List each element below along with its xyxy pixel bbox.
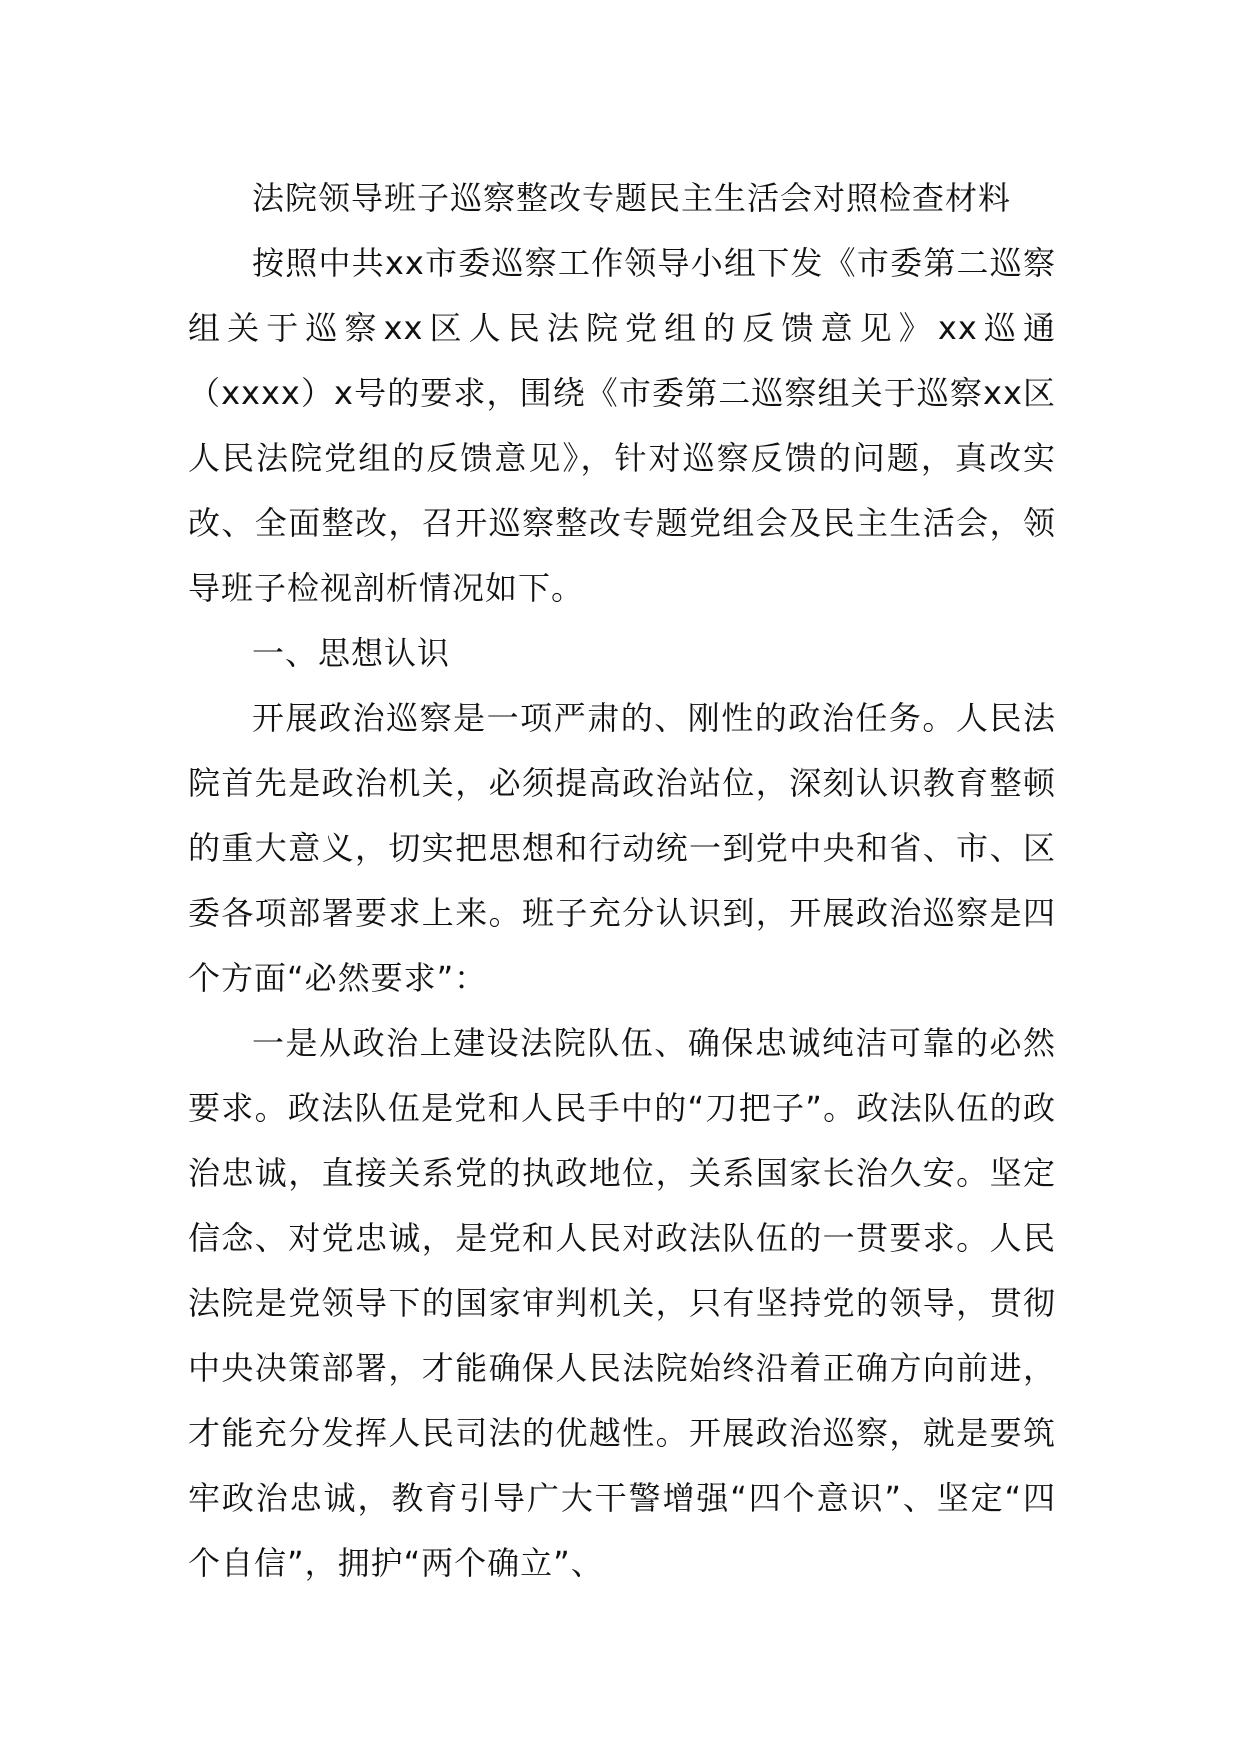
document-page xyxy=(188,166,1056,1596)
section-heading-ideological-understanding: 一、思想认识 xyxy=(252,634,451,672)
section1-paragraph-2: 一是从政治上建设法院队伍、确保忠诚纯洁可靠的必然要求。政法队伍是党和人民手中的“刀把子”。政法队伍的政治忠诚，直接关系党的执政地位，关系国家长治久安。坚定信念、对党忠诚，是党和人民对政法队伍的一贯要求。人民法院是党领导下的国家审判机关，只有坚持党的领导，贯彻中央决策部署，才能确保人民法院始终沿着正确方向前进，才能充分发挥人民司法的优越性。开展政治巡察，就是要筑牢政治忠诚，教育引导广大干警增强“四个意识”、坚定“四个自信”，拥护“两个确立”、 xyxy=(188,1024,1056,1582)
intro-paragraph: 按照中共xx市委巡察工作领导小组下发《市委第二巡察组关于巡察xx区人民法院党组的反馈意见》xx巡通（xxxx）x号的要求，围绕《市委第二巡察组关于巡察xx区人民法院党组的反馈意见》，针对巡察反馈的问题，真改实改、全面整改，召开巡察整改专题党组会及民主生活会，领导班子检视剖析情况如下。 xyxy=(188,244,1056,607)
section1-paragraph-1: 开展政治巡察是一项严肃的、刚性的政治任务。人民法院首先是政治机关，必须提高政治站位，深刻认识教育整顿的重大意义，切实把思想和行动统一到党中央和省、市、区委各项部署要求上来。班子充分认识到，开展政治巡察是四个方面“必然要求”： xyxy=(188,699,1056,997)
document-title: 法院领导班子巡察整改专题民主生活会对照检查材料 xyxy=(252,179,1012,217)
